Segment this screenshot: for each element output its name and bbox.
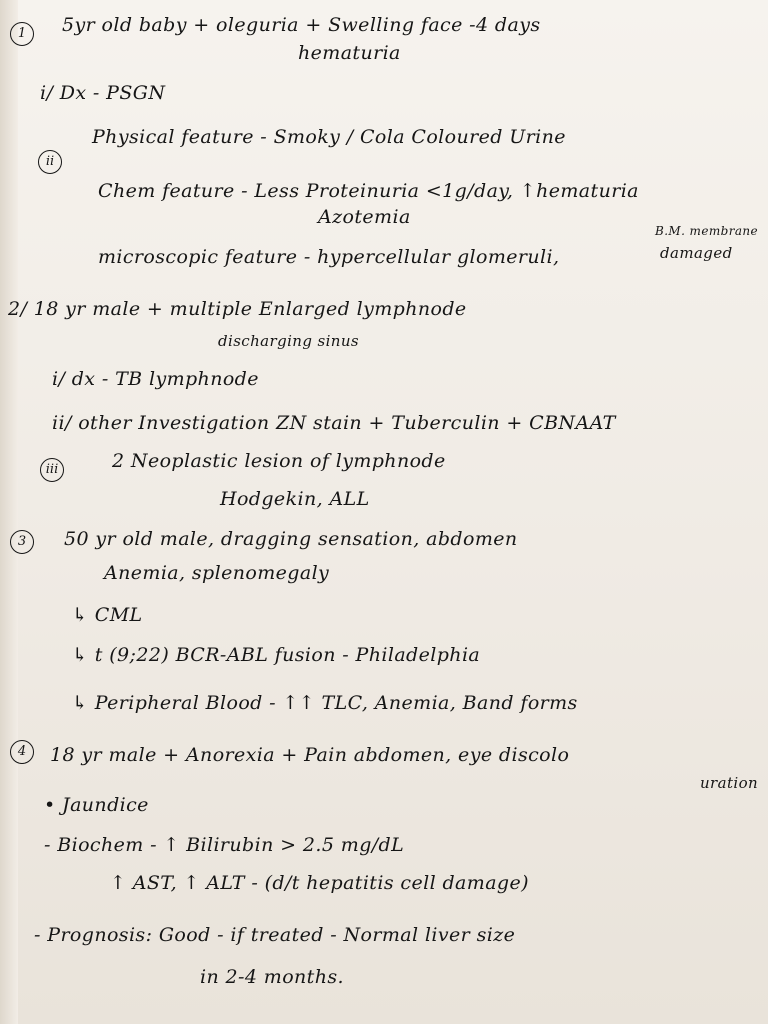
q2-neoplastic-examples: Hodgekin, ALL: [220, 488, 370, 510]
q3-translocation: ↳ t (9;22) BCR-ABL fusion - Philadelphia: [72, 644, 481, 666]
q1-subpart-ii: ii: [38, 150, 62, 174]
q1-bm-note-2: damaged: [660, 244, 733, 262]
q4-enzymes: ↑ AST, ↑ ALT - (d/t hepatitis cell damage): [110, 872, 529, 894]
q1-diagnosis: i/ Dx - PSGN: [40, 82, 166, 104]
q2-neoplastic: 2 Neoplastic lesion of lymphnode: [112, 450, 446, 472]
q2-line-1: 2/ 18 yr male + multiple Enlarged lymphnode: [8, 298, 467, 320]
q4-biochem: - Biochem - ↑ Bilirubin > 2.5 mg/dL: [44, 834, 405, 856]
q4-jaundice: • Jaundice: [44, 794, 149, 816]
q2-diagnosis: i/ dx - TB lymphnode: [52, 368, 259, 390]
question-4-number: 4: [10, 740, 34, 764]
q1-line-2: hematuria: [298, 42, 401, 64]
q2-subpart-iii: iii: [40, 458, 64, 482]
q2-investigation: ii/ other Investigation ZN stain + Tuberculin + CBNAAT: [52, 412, 616, 434]
q3-line-1: 50 yr old male, dragging sensation, abdomen: [64, 528, 518, 550]
q4-line-1-wrap: uration: [700, 774, 759, 792]
q1-physical-feature: Physical feature - Smoky / Cola Coloured Urine: [92, 126, 566, 148]
q3-line-2: Anemia, splenomegaly: [104, 562, 330, 584]
q1-chem-feature-2: Azotemia: [318, 206, 411, 228]
q1-bm-note-1: B.M. membrane: [655, 224, 759, 238]
q1-line-1: 5yr old baby + oleguria + Swelling face -4 days: [62, 14, 541, 36]
q3-cml: ↳ CML: [72, 604, 143, 626]
q1-microscopic-feature: microscopic feature - hypercellular glomeruli,: [98, 246, 560, 268]
question-1-number: 1: [10, 22, 34, 46]
page-margin: [0, 0, 18, 1024]
q3-peripheral-blood: ↳ Peripheral Blood - ↑↑ TLC, Anemia, Band forms: [72, 692, 578, 714]
q1-chem-feature: Chem feature - Less Proteinuria <1g/day, ↑hematuria: [98, 180, 639, 202]
q4-prognosis: - Prognosis: Good - if treated - Normal liver size: [34, 924, 516, 946]
q4-prognosis-2: in 2-4 months.: [200, 966, 344, 988]
q2-line-2: discharging sinus: [218, 332, 360, 350]
q4-line-1: 18 yr male + Anorexia + Pain abdomen, eye discolo: [50, 744, 570, 766]
question-3-number: 3: [10, 530, 34, 554]
